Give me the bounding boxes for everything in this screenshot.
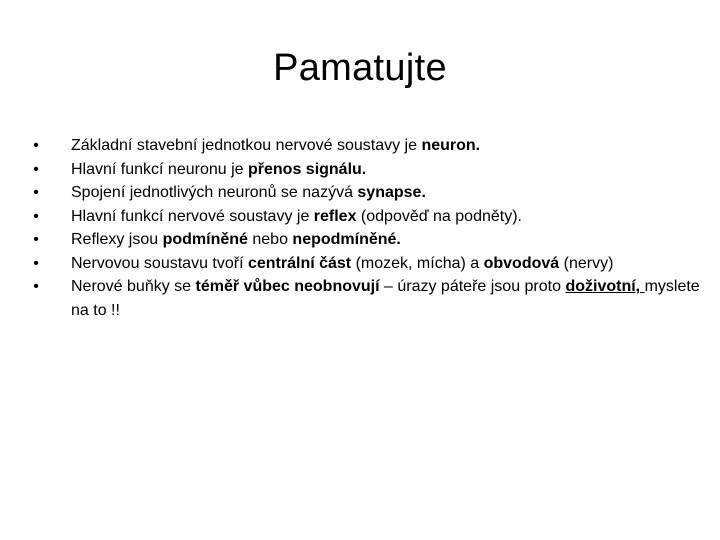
bullet-text: (mozek, mícha) a [351,254,484,272]
bullet-text: Základní stavební jednotkou nervové soustavy je [71,137,422,154]
bullet-icon: • [33,231,39,248]
bullet-item-structure [30,252,702,276]
bullet-bold: reflex [313,207,357,225]
bullet-bold: téměř vůbec neobnovují [195,278,380,295]
bullet-item-signal [30,158,702,182]
bullet-icon: • [33,160,39,178]
bullet-text: Reflexy jsou [71,231,163,248]
bullet-bold: nepodmíněné. [292,231,401,248]
bullet-item-reflex-types [30,228,702,252]
bullet-bold: centrální část [247,254,352,272]
bullet-item-reflex [30,205,702,229]
bullet-text: Nervovou soustavu tvoří [71,254,248,272]
bullet-icon: • [33,278,39,295]
bullet-text: myslete na to !! [71,278,700,319]
bullet-bold-underlined: doživotní, [565,278,641,295]
bullet-list [30,134,702,322]
bullet-text: Hlavní funkcí neuronu je [71,160,248,178]
bullet-bold: podmíněné [162,231,248,248]
bullet-bold: přenos signálu. [248,160,367,178]
bullet-icon: • [33,184,39,201]
slide-title: Pamatujte [273,47,447,89]
bullet-text: (nervy) [559,254,614,272]
bullet-icon: • [33,207,39,225]
bullet-bold: synapse. [357,184,426,201]
bullet-bold: obvodová [483,254,560,272]
bullet-item-synapse [30,181,702,205]
bullet-item-regeneration [30,275,702,322]
bullet-text: (odpověď na podněty). [356,207,522,225]
bullet-text: nebo [247,231,293,248]
bullet-icon: • [33,137,39,154]
bullet-item-neuron [30,134,702,158]
bullet-icon: • [33,254,39,272]
bullet-text: Spojení jednotlivých neuronů se nazývá [71,184,358,201]
bullet-text: – úrazy páteře jsou proto [379,278,566,295]
bullet-bold: neuron. [421,137,481,154]
bullet-text: Nerové buňky se [71,278,196,295]
bullet-text: Hlavní funkcí nervové soustavy je [71,207,314,225]
